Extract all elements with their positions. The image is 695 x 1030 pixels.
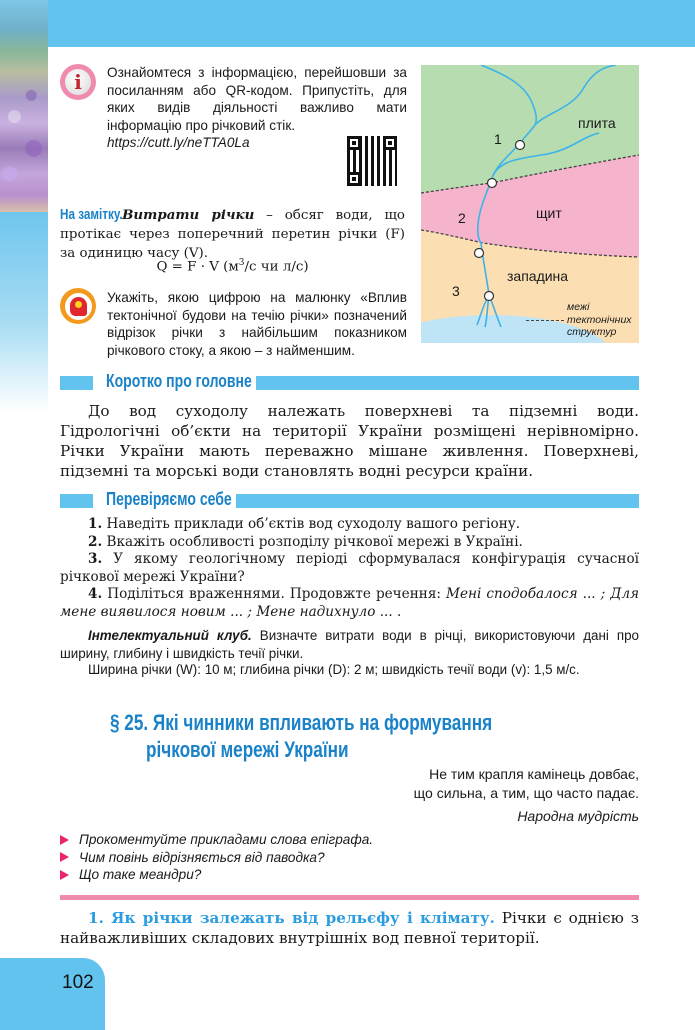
- legend-dashed-line: [526, 320, 564, 321]
- formula-superscript: 3: [238, 258, 245, 268]
- club-label: Інтелектуальний клуб.: [88, 628, 252, 643]
- segment-label-1: 1: [494, 131, 502, 147]
- question-item: 4. Поділіться враженнями. Продовжте речення: Мені сподобалося ... ; Для мене виявилося новим ... ; Мене надихнуло ... .: [60, 586, 639, 620]
- paragraph-title-line-2: річкової мережі України: [146, 737, 349, 762]
- note-label: На замітку.: [60, 206, 123, 223]
- note-text: – обсяг води, що протікає через поперечний перетин річки (F) за одиницю часу (V).: [60, 208, 405, 261]
- top-color-band: [0, 0, 695, 47]
- zone-label-plate: плита: [578, 115, 616, 131]
- triangle-bullet-icon: [60, 870, 69, 880]
- decorative-flower-photo: [0, 0, 48, 212]
- zone-label-shield: щит: [536, 205, 562, 221]
- section-1-text: [60, 908, 639, 948]
- bullet-item: Чим повінь відрізняється від паводка?: [60, 849, 373, 867]
- club-data: Ширина річки (W): 10 м; глибина річки (D): 2 м; швидкість течії води (v): 1,5 м/с.: [88, 662, 580, 677]
- legend-line-3: структур: [567, 326, 617, 338]
- intellectual-club: [60, 627, 639, 663]
- section-header-summary: [60, 371, 639, 391]
- summary-text: До вод суходолу належать поверхневі та підземні води. Гідрологічні об’єкти на території України розміщені нерівномірно. Річки України мають переважно мішане живлення. Поверхневі, підземні та морські води становлять водні ресурси країни.: [60, 402, 639, 480]
- question-list: [60, 516, 639, 621]
- section-header-check: [60, 489, 639, 509]
- section-title-check: Перевіряємо себе: [106, 489, 232, 509]
- epigraph-line-2: що сильна, а тим, що часто падає.: [413, 785, 639, 801]
- formula-main: Q = F · V (м: [156, 259, 239, 275]
- bullet-item: Прокоментуйте прикладами слова епіграфа.: [60, 831, 373, 849]
- info-link[interactable]: https://cutt.ly/neTTA0La: [107, 135, 250, 150]
- segment-label-2: 2: [458, 210, 466, 226]
- triangle-bullet-icon: [60, 852, 69, 862]
- legend-line-2: тектонічних: [567, 313, 632, 326]
- section-1-title: 1. Як річки залежать від рельєфу і клімату.: [88, 909, 495, 927]
- tectonic-river-map: [421, 65, 639, 343]
- epigraph-line-1: Не тим крапля камінець довбає,: [429, 766, 639, 782]
- question-item: 3. У якому геологічному періоді сформувалася конфігурація сучасної річкової мережі України?: [60, 551, 639, 585]
- epigraph: [414, 765, 639, 826]
- idea-head-icon: [60, 288, 96, 324]
- note-block: [60, 205, 405, 263]
- club-text: Визначте витрати води в річці, використовуючи дані про ширину, глибину і швидкість течії річки.: [60, 628, 639, 661]
- map-legend: [567, 301, 632, 339]
- qr-code[interactable]: [347, 136, 397, 186]
- page-number: 102: [62, 972, 94, 993]
- paragraph-title: [110, 710, 600, 764]
- bullet-item: Що таке меандри?: [60, 866, 373, 884]
- segment-label-3: 3: [452, 283, 460, 299]
- note-term: Витрати річки: [122, 207, 255, 223]
- paragraph-title-line-1: § 25. Які чинники впливають на формування: [110, 710, 493, 735]
- info-text: Ознайомтеся з інформацією, перейшовши за посиланням або QR-кодом. Припустіть, для яких видів діяльності важливо мати інформацію про річковий стік.: [107, 65, 407, 133]
- info-icon: i: [60, 64, 96, 100]
- question-item: 1. Наведіть приклади об’єктів вод суходолу вашого регіону.: [88, 516, 521, 532]
- section-title-summary: Коротко про головне: [106, 371, 252, 391]
- legend-line-1: межі: [567, 301, 590, 313]
- formula-tail: /с чи л/с): [244, 259, 309, 275]
- page-number-tab: [0, 958, 105, 1030]
- pink-divider: [60, 895, 639, 900]
- discharge-formula: [60, 258, 405, 274]
- zone-label-depression: западина: [507, 268, 569, 284]
- side-gradient-band: [0, 212, 48, 412]
- task-text: Укажіть, якою цифрою на малюнку «Вплив тектонічної будови на течію річки» позначений відрізок річки з найбільшим показником річкового стоку, а якою – з найменшим.: [107, 290, 407, 358]
- triangle-bullet-icon: [60, 835, 69, 845]
- epigraph-source: Народна мудрість: [517, 808, 639, 824]
- guiding-questions: [60, 831, 373, 884]
- section-1-body: Річки є однією з найважливіших складових внутрішніх вод певної території.: [60, 909, 639, 947]
- question-item: 2. Вкажіть особливості розподілу річкової мережі в Україні.: [88, 533, 523, 550]
